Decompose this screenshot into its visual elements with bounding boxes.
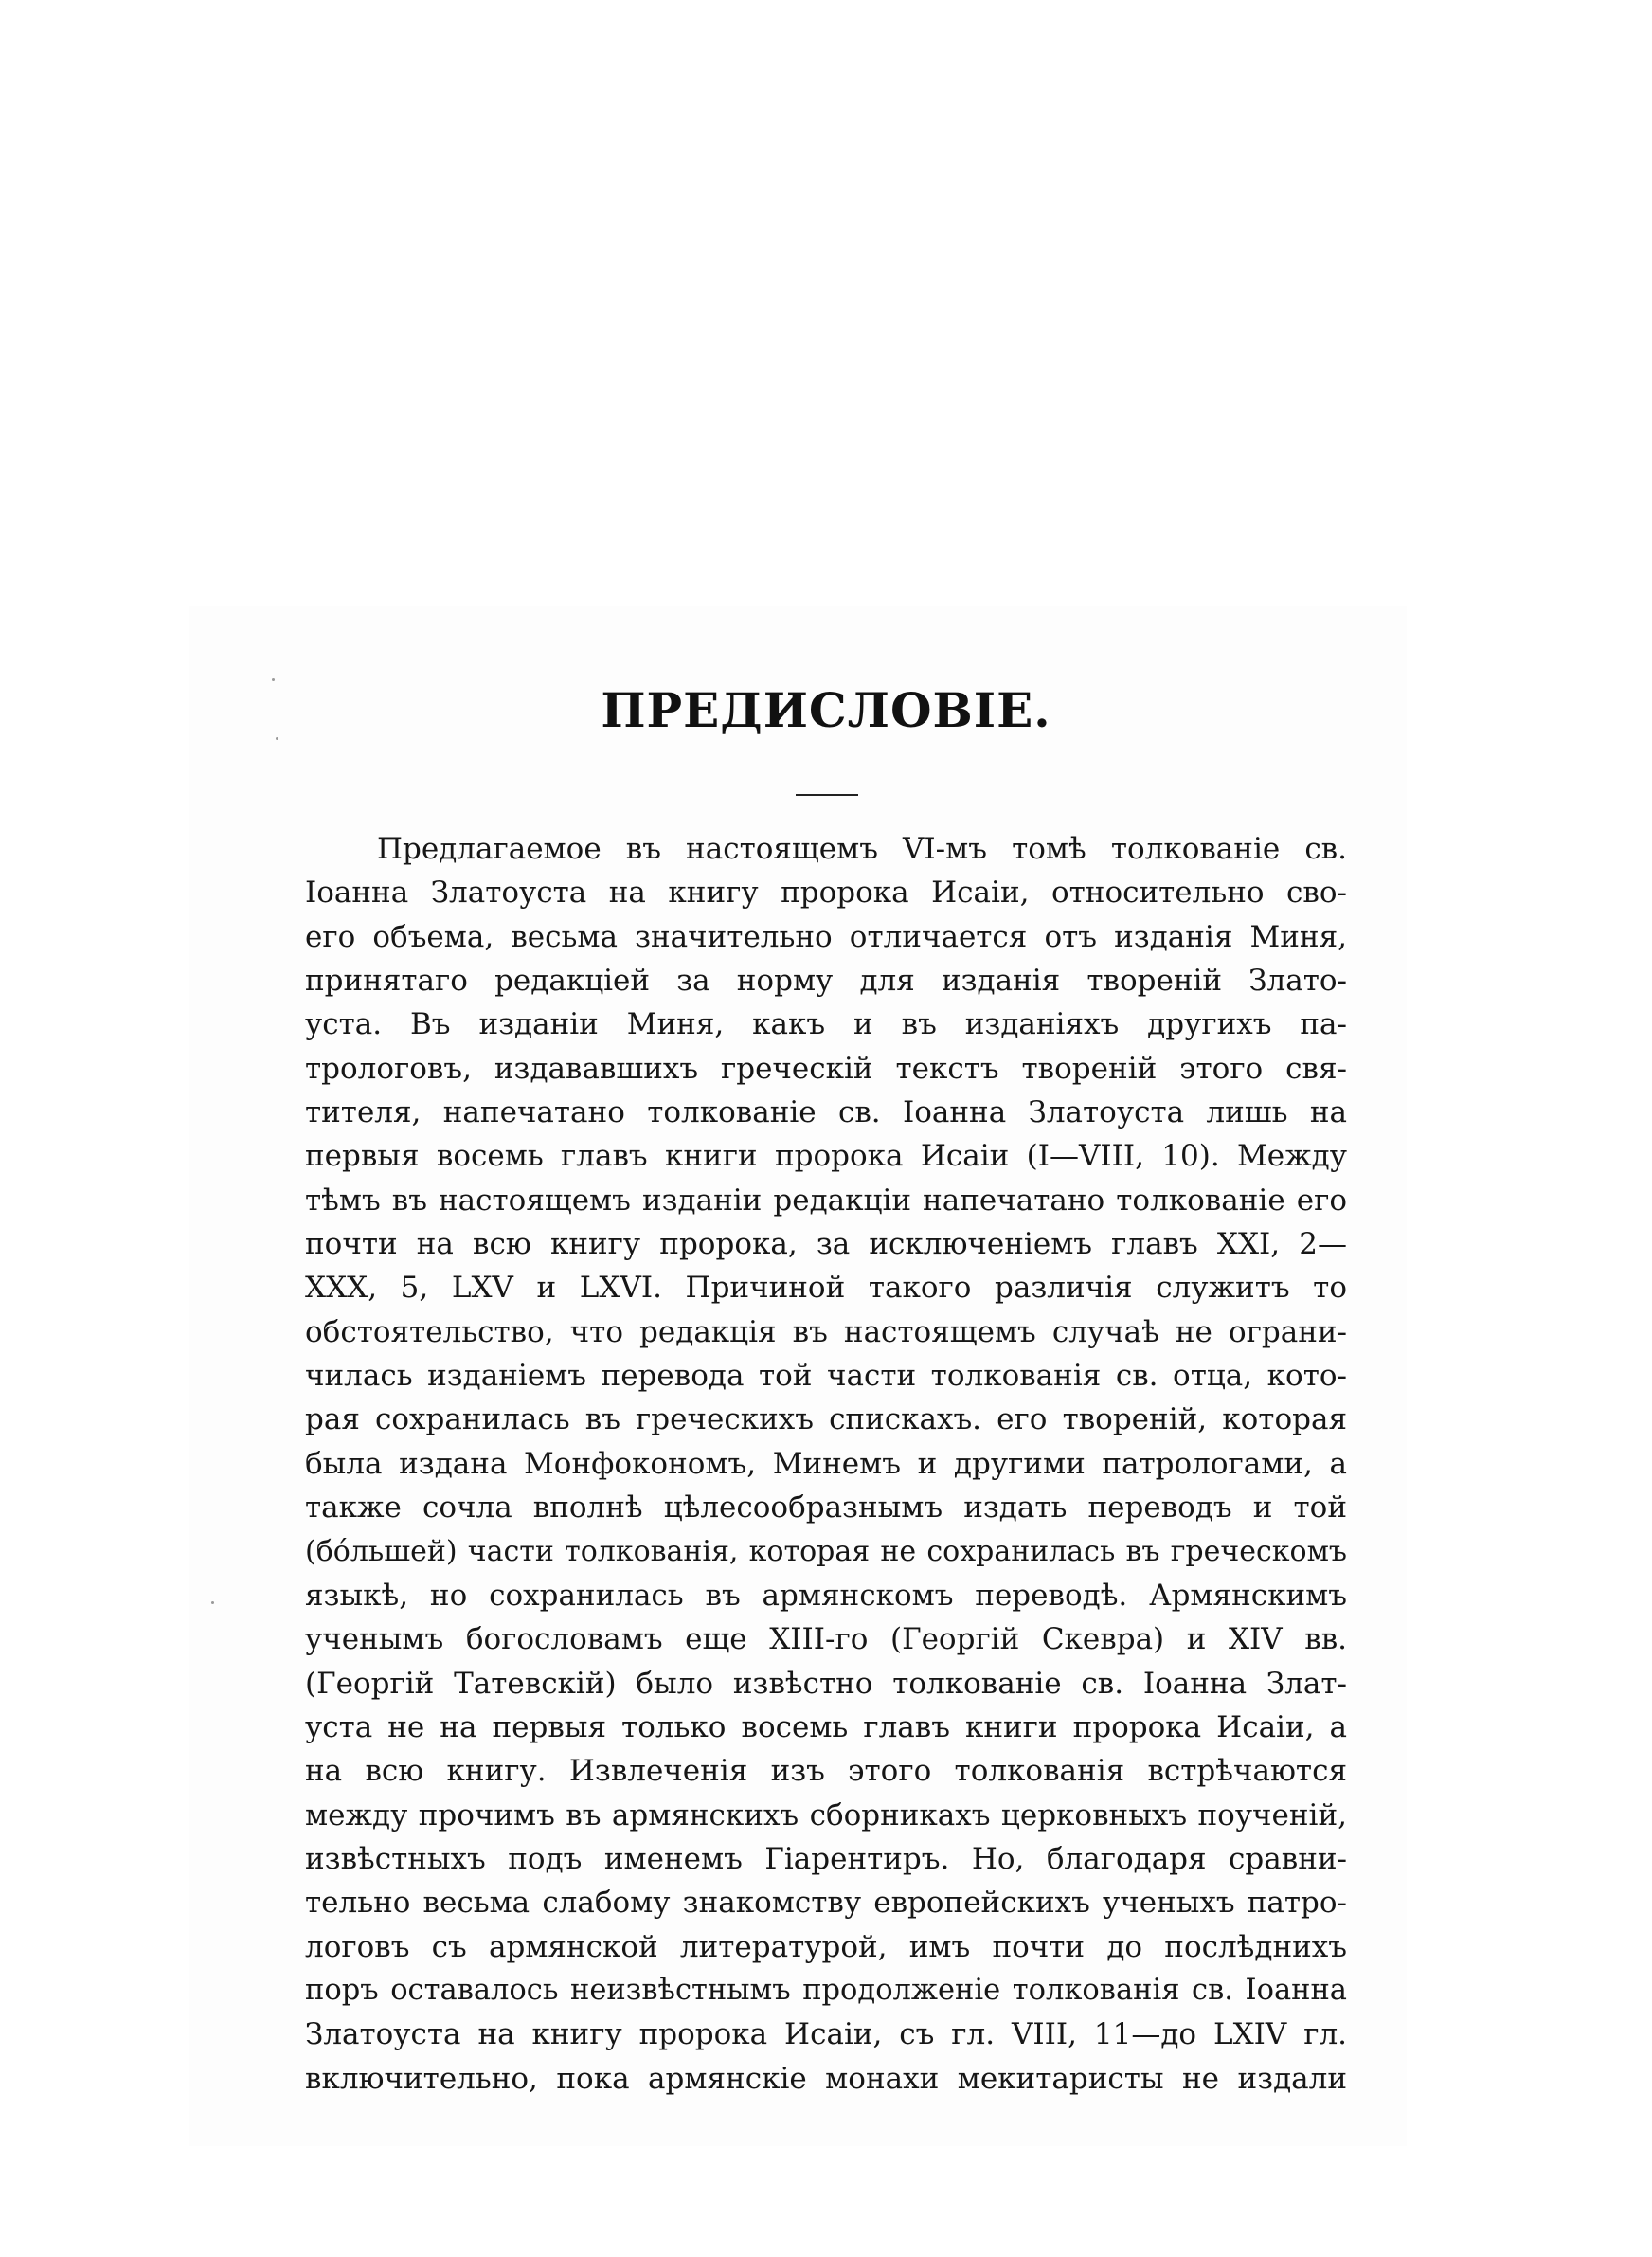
page-title: ПРЕДИСЛОВІЕ. [601, 682, 1051, 738]
text-line: ученымъ богословамъ еще XIII-го (Георгій Скевра) и XIV вв. [305, 1622, 1347, 1657]
text-line: Іоанна Златоуста на книгу пророка Исаіи, относительно сво- [305, 876, 1347, 911]
text-line: рая сохранилась въ греческихъ спискахъ. его твореній, которая [305, 1402, 1347, 1437]
text-line: его объема, весьма значительно отличается отъ изданія Миня, [305, 919, 1347, 954]
text-line: (Георгій Татевскій) было извѣстно толкованіе св. Іоанна Злат- [305, 1666, 1347, 1701]
text-line: Златоуста на книгу пророка Исаіи, съ гл. VIII, 11—до LXIV гл. [305, 2017, 1347, 2052]
text-line: принятаго редакціей за норму для изданія твореній Злато- [305, 964, 1347, 999]
text-line: была издана Монфокономъ, Минемъ и другими патрологами, а [305, 1446, 1347, 1481]
text-line: уста не на первыя только восемь главъ книги пророка Исаіи, а [305, 1709, 1347, 1744]
text-line: на всю книгу. Извлеченія изъ этого толкованія встрѣчаются [305, 1754, 1347, 1789]
text-line: поръ оставалось неизвѣстнымъ продолженіе толкованія св. Іоанна [305, 1973, 1347, 2007]
text-line: обстоятельство, что редакція въ настоящемъ случаѣ не ограни- [305, 1314, 1347, 1349]
text-line: чилась изданіемъ перевода той части толкованія св. отца, кото- [305, 1359, 1347, 1394]
text-line: тpологовъ, издававшихъ греческій текстъ твореній этого свя- [305, 1051, 1347, 1086]
title-divider [796, 794, 858, 796]
text-line: включительно, пока армянскіе монахи мекитаристы не издали [305, 2061, 1347, 2096]
text-line: первыя восемь главъ книги пророка Исаіи (I—VIII, 10). Между [305, 1139, 1347, 1174]
preface-text [305, 827, 1347, 2101]
text-line: тѣмъ въ настоящемъ изданіи редакціи напечатано толкованіе его [305, 1183, 1347, 1218]
scan-speck [211, 1601, 214, 1604]
text-line: Предлагаемое въ настоящемъ VI-мъ томѣ толкованіе св. [377, 832, 1347, 866]
text-line: почти на всю книгу пророка, за исключеніемъ главъ XXI, 2— [305, 1227, 1347, 1262]
text-line: XXX, 5, LXV и LXVI. Причиной такого различія служитъ то [305, 1271, 1347, 1306]
scan-speck [272, 678, 275, 681]
text-line: уста. Въ изданіи Миня, какъ и въ изданіяхъ другихъ па- [305, 1007, 1347, 1042]
text-line: также сочла вполнѣ цѣлесообразнымъ издать переводъ и той [305, 1490, 1347, 1526]
text-line: логовъ съ армянской литературой, имъ почти до послѣднихъ [305, 1929, 1347, 1964]
text-line: тельно весьма слабому знакомству европейскихъ ученыхъ патро- [305, 1886, 1347, 1921]
text-line: (бóльшей) части толкованія, которая не сохранилась въ греческомъ [305, 1534, 1347, 1568]
text-line: между прочимъ въ армянскихъ сборникахъ церковныхъ поученій, [305, 1797, 1347, 1833]
text-line: тителя, напечатано толкованіе св. Іоанна Златоуста лишь на [305, 1095, 1347, 1130]
text-line: языкѣ, но сохранилась въ армянскомъ переводѣ. Армянскимъ [305, 1578, 1347, 1613]
text-line: извѣстныхъ подъ именемъ Гіарентиръ. Но, благодаря сравни- [305, 1841, 1347, 1876]
